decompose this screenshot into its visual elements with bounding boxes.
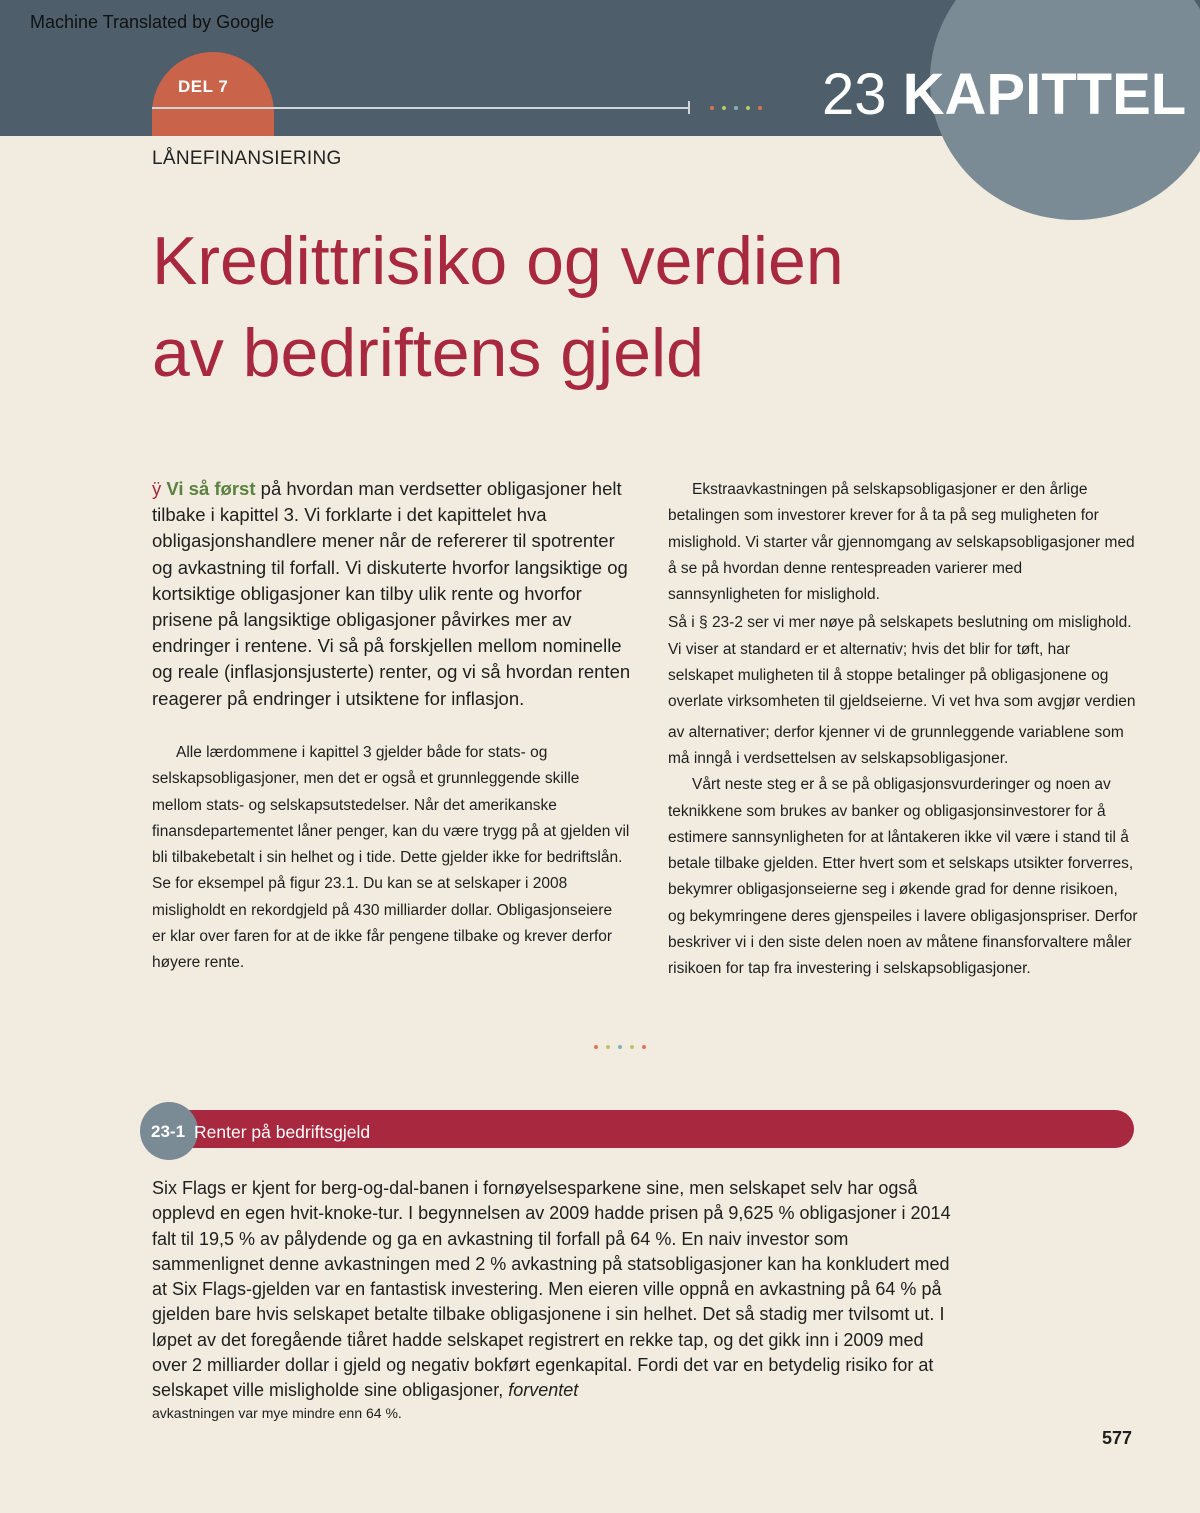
decor-dot <box>606 1045 610 1049</box>
intro-lead: Vi så først <box>166 478 256 499</box>
part-label: DEL 7 <box>178 77 229 96</box>
body-text <box>152 1176 952 1422</box>
section-kicker: LÅNEFINANSIERING <box>152 148 342 169</box>
right-paragraph-1: Ekstraavkastningen på selskapsobligasjoner er den årlige betalingen som investorer krever for å ta på seg muligheten for mislighold. Vi starter vår gjennomgang av selskapsobligasjoner med å se på hvordan denne rentespreaden varierer med sannsynligheten for mislighold. <box>668 481 1135 604</box>
body-emphasis: forventet <box>508 1380 579 1401</box>
decor-dot <box>594 1045 598 1049</box>
section-title: Renter på bedriftsgjeld <box>194 1122 371 1142</box>
header-dots <box>710 106 762 110</box>
header-rule <box>152 107 690 109</box>
right-paragraph-4: Vårt neste steg er å se på obligasjonsvurderinger og noen av teknikkene som brukes av banker og obligasjonsinvestorer for å estimere sannsynligheten for at låntakeren ikke vil være i stand til å betale tilbake gjelden. Etter hvert som et selskaps utsikter forverres, bekymrer obligasjonseierne seg i økende grad for denne risikoen, og bekymringene deres gjenspeiles i lavere obligasjonspriser. Derfor beskriver vi i den siste delen noen av måtene finansforvaltere måler risikoen for tap fra investering i selskapsobligasjoner. <box>668 776 1138 978</box>
chapter-heading <box>822 62 1187 127</box>
left-paragraph-1: Alle lærdommene i kapittel 3 gjelder både for stats- og selskapsobligasjoner, men det er også et grunnleggende skille mellom stats- og selskapsutstedelser. Når det amerikanske finansdepartementet låner penger, kan du være trygg på at gjelden vil bli tilbakebetalt i sin helhet og i tide. Dette gjelder ikke for bedriftslån. Se for eksempel på figur 23.1. Du kan se at selskaper i 2008 misligholdt en rekordgjeld på 430 milliarder dollar. Obligasjonseiere er klar over faren for at de ikke får pengene tilbake og krever derfor høyere rente. <box>152 744 630 972</box>
decor-dot <box>618 1045 622 1049</box>
intro-text: på hvordan man verdsetter obligasjoner helt tilbake i kapittel 3. Vi forklarte i det kapittelet hva obligasjonshandlere mener når de refererer til spotrenter og avkastning til forfall. Vi diskuterte hvorfor langsiktige og kortsiktige obligasjoner kan tilby ulik rente og hvorfor prisene på langsiktige obligasjoner påvirkes mer av endringer i rentene. Vi så på forskjellen mellom nominelle og reale (inflasjonsjusterte) renter, og vi så hvordan renten reagerer på endringer i utsiktene for inflasjon. <box>152 478 631 709</box>
decor-dot <box>722 106 726 110</box>
right-paragraph-2: Så i § 23-2 ser vi mer nøye på selskapets beslutning om mislighold. Vi viser at standard er et alternativ; hvis det blir for tøft, har selskapet muligheten til å stoppe betalinger på obligasjonene og overlate virksomheten til gjeldseierne. Vi vet hva som avgjør verdien <box>668 614 1136 711</box>
page-number: 577 <box>1102 1428 1133 1448</box>
lead-mark: ÿ <box>152 478 162 499</box>
intro-paragraph <box>152 476 632 712</box>
right-column <box>668 477 1138 983</box>
chapter-number: 23 <box>822 62 887 127</box>
decor-dot <box>630 1045 634 1049</box>
body-paragraph-1 <box>152 1176 952 1404</box>
decor-dot <box>710 106 714 110</box>
decor-dot <box>758 106 762 110</box>
header-rule-tick <box>688 101 690 114</box>
body-paragraph-end: avkastningen var mye mindre enn 64 %. <box>152 1404 402 1421</box>
left-column <box>152 740 630 977</box>
section-number: 23-1 <box>151 1122 186 1141</box>
right-paragraph-3: av alternativer; derfor kjenner vi de grunnleggende variablene som må inngå i verdsettelsen av selskapsobligasjoner. <box>668 723 1124 767</box>
title-line-1: Kredittrisiko og verdien <box>152 223 844 299</box>
body-main: Six Flags er kjent for berg-og-dal-banen i fornøyelsesparkene sine, men selskapet selv har også opplevd en egen hvit-knoke-tur. I begynnelsen av 2009 hadde prisen på 9,625 % obligasjoner i 2014 falt til 19,5 % av pålydende og ga en avkastning til forfall på 64 %. En naiv investor som sammenlignet denne avkastningen med 2 % avkastning på statsobligasjoner kan ha konkludert med at Six Flags-gjelden var en fantastisk investering. Men eieren ville oppnå en avkastning på 64 % på gjelden bare hvis selskapet betalte tilbake obligasjonene i sin helhet. Det så stadig mer tvilsomt ut. I løpet av det foregående tiåret hadde selskapet registrert en rekke tap, og det gikk inn i 2009 med over 2 milliarder dollar i gjeld og negativ bokført egenkapital. Fordi det var en betydelig risiko for at selskapet ville misligholde sine obligasjoner, <box>152 1178 951 1401</box>
section-divider-dots <box>594 1045 646 1049</box>
decor-dot <box>746 106 750 110</box>
page-title <box>152 215 972 399</box>
machine-translation-note: Machine Translated by Google <box>30 12 275 32</box>
decor-dot <box>734 106 738 110</box>
decor-dot <box>642 1045 646 1049</box>
title-line-2: av bedriftens gjeld <box>152 315 704 391</box>
chapter-word: KAPITTEL <box>902 62 1187 127</box>
